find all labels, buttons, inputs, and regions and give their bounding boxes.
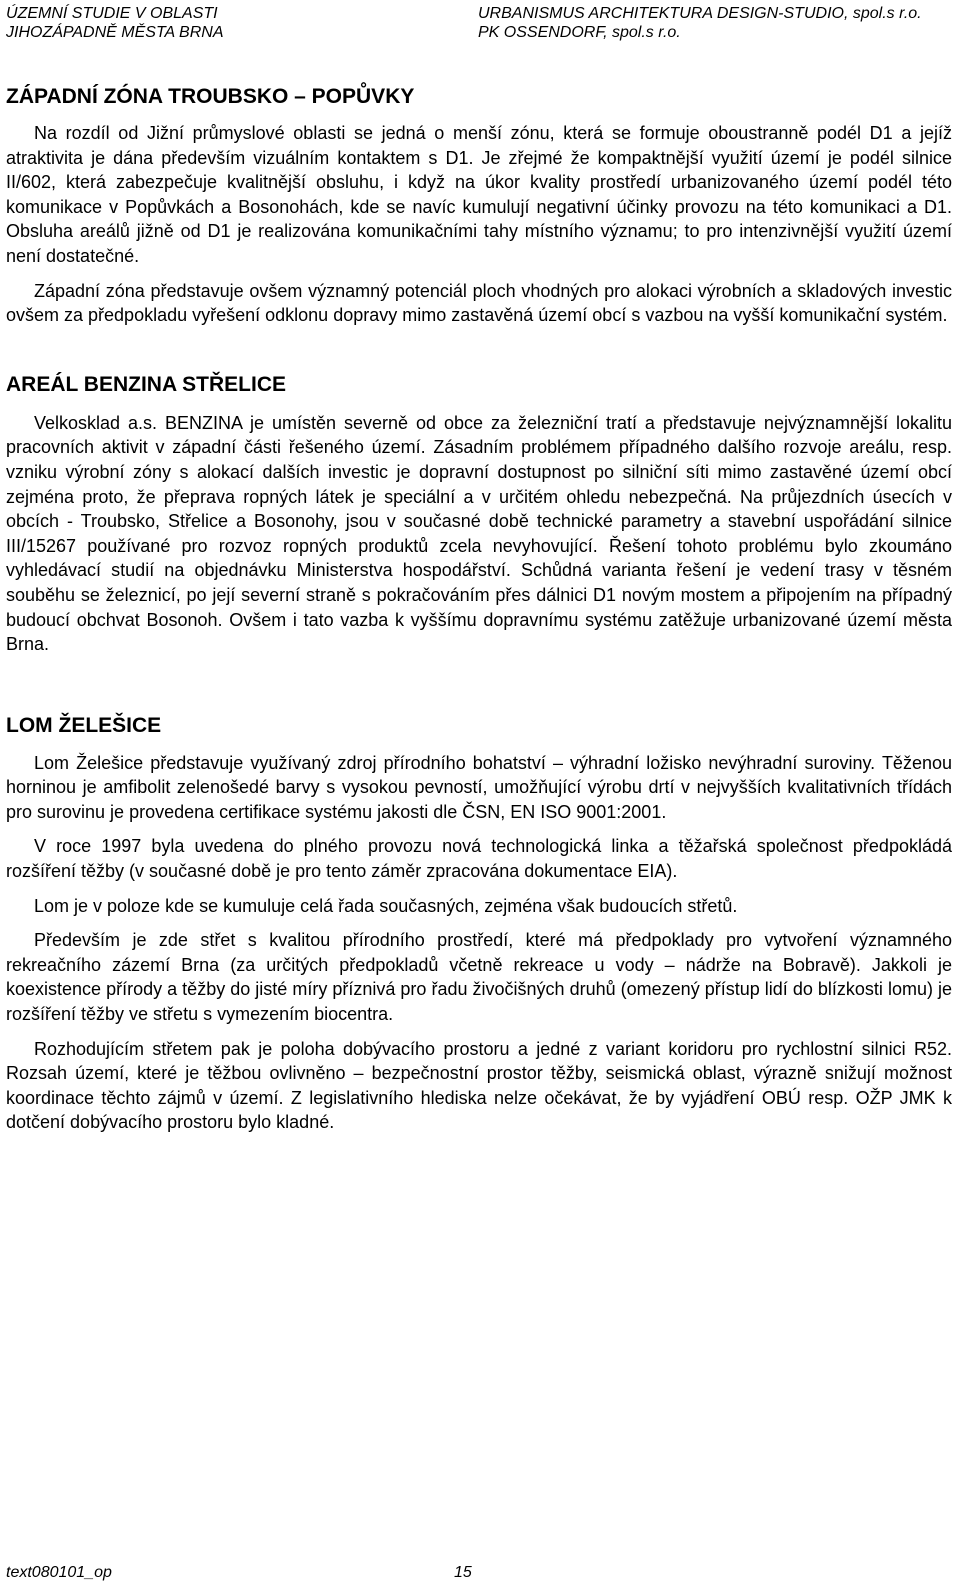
footer-page-number: 15 — [454, 1564, 472, 1581]
paragraph: Západní zóna představuje ovšem významný potenciál ploch vhodných pro alokaci výrobních a skladových investic ovšem za předpokladu vyřešení odklonu dopravy mimo zastavěná území obcí s vazbou na vyšší komunikační systém. — [6, 280, 952, 326]
header-right-line2: PK OSSENDORF, spol.s r.o. — [478, 24, 681, 41]
paragraph: Lom Želešice představuje využívaný zdroj přírodního bohatství – výhradní ložisko nevýhradní suroviny. Těženou horninou je amfibolit zelenošedé barvy s vysokou pevností, umožňující výrobu drtí v nejvyšších kvalitativních třídách pro surovinu je provedena certifikace systému jakosti dle ČSN, EN ISO 9001:2001. — [6, 752, 952, 822]
header-right — [478, 4, 922, 42]
paragraph: Především je zde střet s kvalitou přírodního prostředí, které má předpoklady pro vytvoření významného rekreačního zázemí Brna (za určitých předpokladů včetně rekreace u vody – nádrže na Bobravě). Jakkoli je koexistence přírody a těžby do jisté míry příznivá pro řadu živočišných druhů (omezený přístup lidí do blízkosti lomu) je rozšíření těžby ve střetu s vymezením biocentra. — [6, 930, 952, 1025]
paragraph: Na rozdíl od Jižní průmyslové oblasti se jedná o menší zónu, která se formuje oboustranně podél D1 a jejíž atraktivita je dána především vizuálním kontaktem s D1. Je zřejmé že kompaktnější využití území je podél silnice II/602, která zabezpečuje kvalitnější obsluhu, i když na úkor kvality prostředí urbanizovaného území podél této komunikace v Popůvkách a Bosonohách, kde se navíc kumulují negativní účinky provozu na této komunikaci a D1. Obsluha areálů jižně od D1 je realizována komunikačními tahy místního významu; to pro intenzivnější využití území není dostatečné. — [6, 123, 952, 266]
header-right-line1: URBANISMUS ARCHITEKTURA DESIGN-STUDIO, spol.s r.o. — [478, 5, 922, 22]
section-title-zapadni-zona: ZÁPADNÍ ZÓNA TROUBSKO – POPŮVKY — [6, 85, 415, 108]
document-body — [6, 84, 952, 1135]
paragraph: V roce 1997 byla uvedena do plného provozu nová technologická linka a těžařská společnost předpokládá rozšíření těžby (v současné době je pro tento záměr zpracována dokumentace EIA). — [6, 836, 952, 882]
section-title-lom-zelesice: LOM ŽELEŠICE — [6, 713, 162, 737]
header-left-line1: ÚZEMNÍ STUDIE V OBLASTI — [6, 5, 218, 22]
header-left-line2: JIHOZÁPADNĚ MĚSTA BRNA — [6, 24, 224, 41]
paragraph: Velkosklad a.s. BENZINA je umístěn severně od obce za železniční tratí a představuje nejvýznamnější lokalitu pracovních aktivit v západní části řešeného území. Zásadním problémem případného dalšího rozvoje areálu, resp. vzniku výrobní zóny s alokací dalších investic je dopravní dostupnost po silniční síti mimo zastavěné území obcí zejména proto, že přeprava ropných látek je speciální a v určitém ohledu nebezpečná. Na průjezdních úsecích v obcích - Troubsko, Střelice a Bosonohy, jsou v současné době technické parametry a stavební uspořádání silnice III/15267 používané pro rozvoz ropných produktů zcela nevyhovující. Řešení tohoto problému bylo zkoumáno vyhledávací studií na objednávku Ministerstva hospodářství. Schůdná varianta řešení je vedení trasy v těsném souběhu se železnicí, po její severní straně s pokračováním přes dálnici D1 novým mostem a připojením na případný budoucí obchvat Bosonoh. Ovšem i tato vazba k vyššímu dopravnímu systému zatěžuje urbanizované území města Brna. — [6, 412, 952, 655]
paragraph: Lom je v poloze kde se kumuluje celá řada současných, zejména však budoucích střetů. — [34, 895, 738, 916]
header-left — [6, 4, 224, 42]
section-title-areal-benzina: AREÁL BENZINA STŘELICE — [6, 372, 287, 396]
footer-doc-id: text080101_op — [6, 1564, 112, 1581]
paragraph: Rozhodujícím střetem pak je poloha dobývacího prostoru a jedné z variant koridoru pro rychlostní silnici R52. Rozsah území, které je těžbou ovlivněno – bezpečnostní prostor těžby, seismická oblast, výrazně snižují možnost koordinace těchto zájmů v území. Z legislativního hlediska nelze očekávat, že by vyjádření OBÚ resp. OŽP JMK k dotčení dobývacího prostoru bylo kladné. — [6, 1038, 952, 1133]
